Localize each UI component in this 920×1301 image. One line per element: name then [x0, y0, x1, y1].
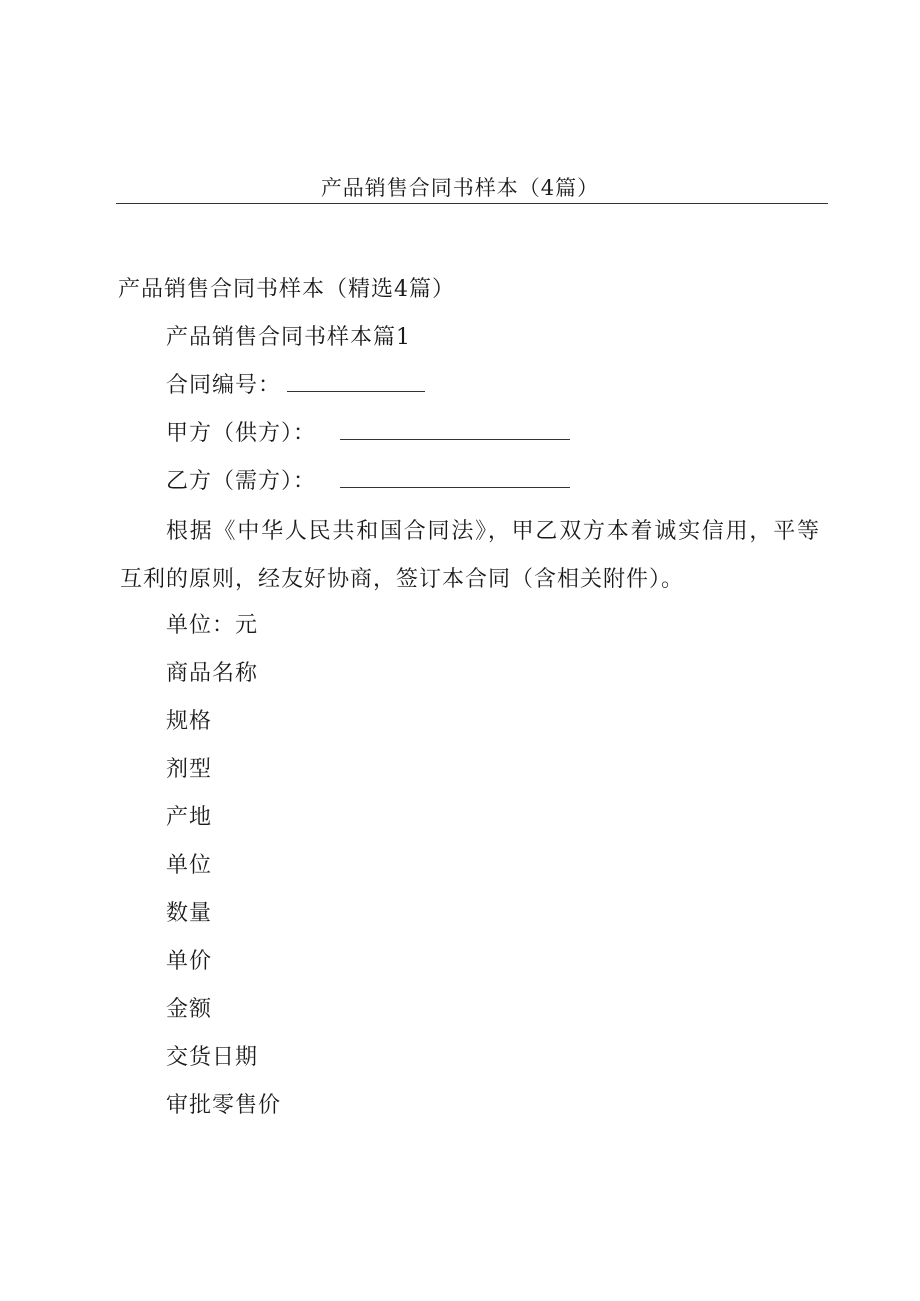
field-label: 规格	[166, 709, 213, 734]
contract-number-blank	[287, 373, 425, 392]
intro-paragraph: 根据《中华人民共和国合同法》，甲乙双方本着诚实信用，平等互利的原则，经友好协商，签订本合同（含相关附件）。	[120, 519, 820, 592]
field-label: 金额	[166, 997, 213, 1022]
party-a-label: 甲方（供方）：	[166, 421, 317, 446]
field-label: 商品名称	[166, 661, 259, 686]
contract-number-label: 合同编号：	[166, 373, 282, 398]
header-divider	[116, 203, 828, 204]
document-subtitle: 产品销售合同书样本（精选4篇）	[118, 277, 455, 302]
contract-number-row	[166, 372, 425, 400]
party-b-label: 乙方（需方）：	[166, 469, 317, 494]
unit-line: 单位：元	[166, 613, 259, 638]
field-label: 单价	[166, 949, 213, 974]
field-label: 单位	[166, 853, 213, 878]
field-label: 数量	[166, 901, 213, 926]
party-a-row	[166, 420, 570, 448]
field-label: 剂型	[166, 757, 213, 782]
page-header-title: 产品销售合同书样本（4篇）	[320, 176, 600, 200]
section-heading: 产品销售合同书样本篇1	[166, 325, 411, 350]
party-b-row	[166, 468, 570, 496]
field-label: 审批零售价	[166, 1093, 282, 1118]
party-a-blank	[340, 421, 570, 440]
party-b-blank	[340, 469, 570, 488]
field-label: 交货日期	[166, 1045, 259, 1070]
field-label: 产地	[166, 805, 213, 830]
